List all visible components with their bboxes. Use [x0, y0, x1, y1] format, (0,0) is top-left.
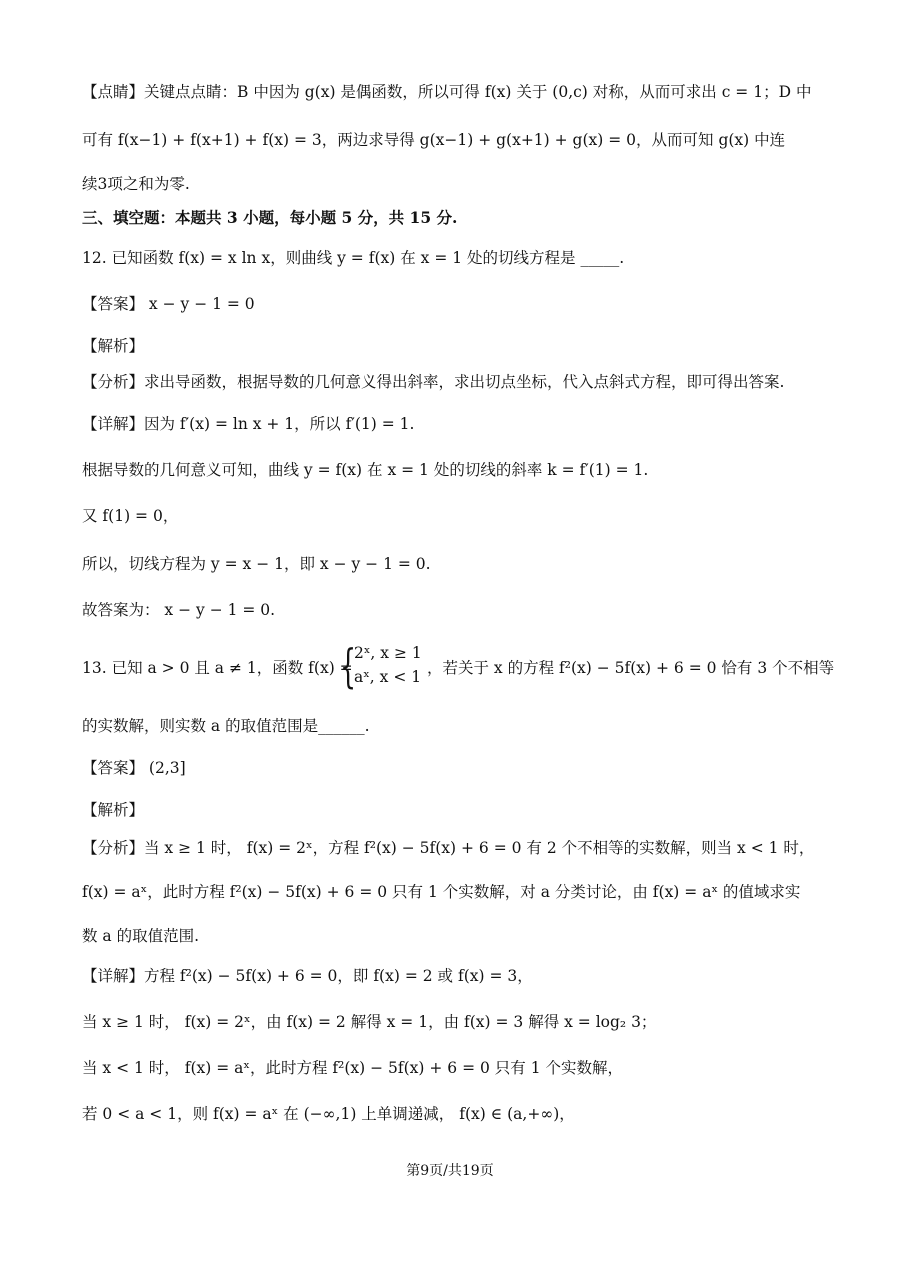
- piecewise-row-1: 2ˣ, x ≥ 1: [354, 644, 422, 662]
- question-12-detail-3: 又 f(1) = 0，: [82, 507, 179, 525]
- dianjing-line-2: 可有 f(x−1) + f(x+1) + f(x) = 3，两边求导得 g(x−1) + g(x+1) + g(x) = 0，从而可知 g(x) 中连: [82, 131, 786, 149]
- piecewise-brace: {: [340, 639, 357, 693]
- question-12-detail-2: 根据导数的几何意义可知，曲线 y = f(x) 在 x = 1 处的切线的斜率 k = f′(1) = 1.: [82, 461, 649, 479]
- section-heading: 三、填空题：本题共 3 小题，每小题 5 分，共 15 分.: [82, 208, 458, 227]
- page-footer: 第9页/共19页: [406, 1163, 494, 1179]
- question-12-detail-4: 所以，切线方程为 y = x − 1，即 x − y − 1 = 0.: [82, 555, 431, 573]
- question-13-analysis-3: 数 a 的取值范围.: [82, 927, 200, 945]
- question-13-detail-3: 当 x < 1 时， f(x) = aˣ，此时方程 f²(x) − 5f(x) + 6 = 0 只有 1 个实数解，: [82, 1059, 623, 1077]
- question-12-answer: 【答案】 x − y − 1 = 0: [82, 295, 255, 313]
- dianjing-line-3: 续3项之和为零.: [82, 175, 190, 193]
- question-13-stem-suffix: ，若关于 x 的方程 f²(x) − 5f(x) + 6 = 0 恰有 3 个不相等: [427, 659, 835, 677]
- question-13-analysis-1: 【分析】当 x ≥ 1 时， f(x) = 2ˣ，方程 f²(x) − 5f(x) + 6 = 0 有 2 个不相等的实数解，则当 x < 1 时，: [82, 839, 815, 857]
- question-12-stem: 12. 已知函数 f(x) = x ln x，则曲线 y = f(x) 在 x = 1 处的切线方程是 _____.: [82, 249, 625, 267]
- question-12-jiexi-label: 【解析】: [82, 337, 145, 355]
- question-12-detail-1: 【详解】因为 f′(x) = ln x + 1，所以 f′(1) = 1.: [82, 415, 415, 433]
- question-13-stem-2: 的实数解，则实数 a 的取值范围是______.: [82, 717, 370, 735]
- question-13-detail-2: 当 x ≥ 1 时， f(x) = 2ˣ，由 f(x) = 2 解得 x = 1，由 f(x) = 3 解得 x = log₂ 3；: [82, 1013, 657, 1031]
- question-13-analysis-2: f(x) = aˣ，此时方程 f²(x) − 5f(x) + 6 = 0 只有 1 个实数解，对 a 分类讨论，由 f(x) = aˣ 的值域求实: [82, 883, 801, 901]
- question-13-detail-1: 【详解】方程 f²(x) − 5f(x) + 6 = 0，即 f(x) = 2 或 f(x) = 3，: [82, 967, 533, 985]
- question-13-stem-prefix: 13. 已知 a > 0 且 a ≠ 1，函数 f(x) =: [82, 659, 353, 677]
- question-13-jiexi-label: 【解析】: [82, 801, 145, 819]
- piecewise-row-2: aˣ, x < 1: [354, 668, 422, 686]
- question-13-answer: 【答案】 (2,3]: [82, 759, 186, 777]
- question-12-detail-5: 故答案为： x − y − 1 = 0.: [82, 601, 276, 619]
- question-13-detail-4: 若 0 < a < 1，则 f(x) = aˣ 在 (−∞,1) 上单调递减， f(x) ∈ (a,+∞)，: [82, 1105, 575, 1123]
- question-12-analysis: 【分析】求出导函数，根据导数的几何意义得出斜率，求出切点坐标，代入点斜式方程，即可得出答案.: [82, 373, 785, 391]
- dianjing-line-1: 【点睛】关键点点睛：B 中因为 g(x) 是偶函数，所以可得 f(x) 关于 (0,c) 对称，从而可求出 c = 1；D 中: [82, 83, 812, 101]
